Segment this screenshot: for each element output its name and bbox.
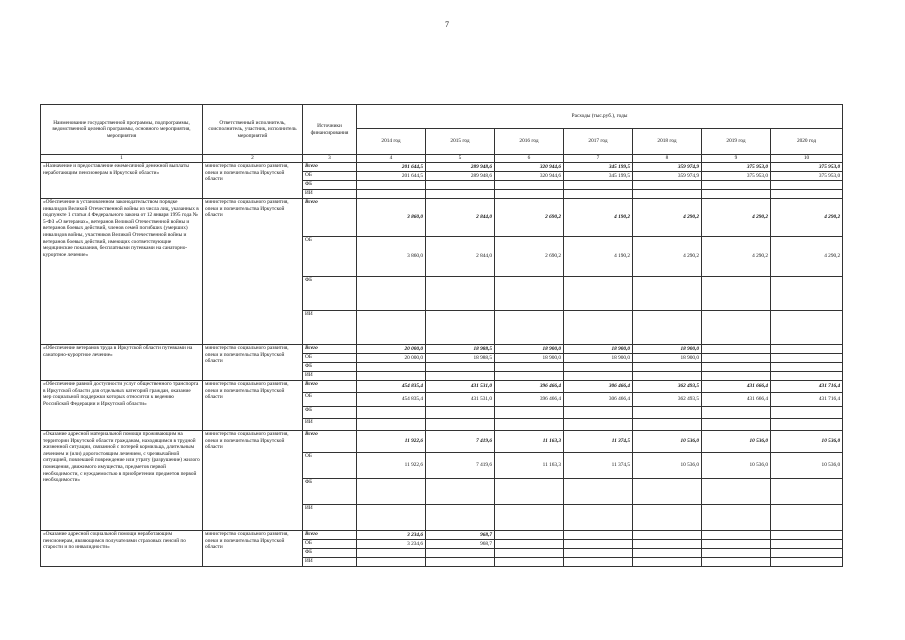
regional-budget-value: 20 000,0 xyxy=(357,354,426,363)
total-value: 11 163,3 xyxy=(495,431,564,453)
funding-source: ИИ xyxy=(303,558,357,567)
empty-value xyxy=(633,479,702,505)
total-value: 18 988,5 xyxy=(426,345,495,354)
total-value: 201 644,5 xyxy=(357,163,426,172)
empty-value xyxy=(564,558,633,567)
empty-value xyxy=(426,190,495,199)
total-value: 289 948,6 xyxy=(426,163,495,172)
empty-value xyxy=(426,407,495,419)
total-value: 306 466,4 xyxy=(564,381,633,393)
column-number: 9 xyxy=(702,155,771,163)
empty-value xyxy=(564,407,633,419)
total-value: 7 419,6 xyxy=(426,431,495,453)
empty-value xyxy=(357,558,426,567)
empty-value xyxy=(426,181,495,190)
column-number: 5 xyxy=(426,155,495,163)
funding-source: ФБ xyxy=(303,407,357,419)
regional-budget-value: 10 536,0 xyxy=(702,453,771,479)
funding-source: ОБ xyxy=(303,354,357,363)
regional-budget-value: 10 536,0 xyxy=(771,453,843,479)
regional-budget-value: 289 948,6 xyxy=(426,172,495,181)
empty-value xyxy=(702,505,771,531)
empty-value xyxy=(771,505,843,531)
empty-value xyxy=(564,311,633,345)
total-value: 3 234,6 xyxy=(357,531,426,540)
total-value: 345 199,5 xyxy=(564,163,633,172)
funding-source: ОБ xyxy=(303,237,357,277)
empty-value xyxy=(495,479,564,505)
empty-value xyxy=(771,479,843,505)
funding-source: ИИ xyxy=(303,372,357,381)
regional-budget-value: 396 466,4 xyxy=(495,393,564,407)
empty-value xyxy=(633,363,702,372)
activity-executor: министерство социального развития, опеки и попечительства Иркутской области xyxy=(203,163,303,199)
regional-budget-value: 375 953,0 xyxy=(771,172,843,181)
empty-value xyxy=(426,277,495,311)
funding-source: ОБ xyxy=(303,453,357,479)
empty-value xyxy=(633,311,702,345)
funding-source: ИИ xyxy=(303,505,357,531)
empty-value xyxy=(426,479,495,505)
page-number: 7 xyxy=(445,20,449,29)
total-value: 968,7 xyxy=(426,531,495,540)
total-value xyxy=(702,531,771,540)
funding-source: ОБ xyxy=(303,172,357,181)
empty-value xyxy=(633,181,702,190)
activity-executor: министерство социального развития, опеки и попечительства Иркутской области xyxy=(203,531,303,567)
total-value: 4 290,2 xyxy=(771,199,843,237)
empty-value xyxy=(771,407,843,419)
total-value: 454 835,4 xyxy=(357,381,426,393)
empty-value xyxy=(702,311,771,345)
regional-budget-value xyxy=(702,354,771,363)
empty-value xyxy=(357,277,426,311)
empty-value xyxy=(357,372,426,381)
funding-source: Всего xyxy=(303,345,357,354)
activity-name: «Оказание адресной социальной помощи неработающим пенсионерам, являющимся получателями страховых пенсий по старости и по инвалидности» xyxy=(41,531,203,567)
empty-value xyxy=(495,505,564,531)
empty-value xyxy=(495,372,564,381)
total-value: 10 536,0 xyxy=(771,431,843,453)
funding-source: Всего xyxy=(303,381,357,393)
total-value: 320 944,6 xyxy=(495,163,564,172)
empty-value xyxy=(702,407,771,419)
total-value: 4 290,2 xyxy=(702,199,771,237)
regional-budget-value: 345 199,5 xyxy=(564,172,633,181)
empty-value xyxy=(426,505,495,531)
regional-budget-value: 11 163,3 xyxy=(495,453,564,479)
regional-budget-value: 11 922,6 xyxy=(357,453,426,479)
activity-executor: министерство социального развития, опеки и попечительства Иркутской области xyxy=(203,431,303,531)
regional-budget-value xyxy=(633,540,702,549)
empty-value xyxy=(771,372,843,381)
total-value: 20 000,0 xyxy=(357,345,426,354)
regional-budget-value: 968,7 xyxy=(426,540,495,549)
table-row xyxy=(41,345,843,354)
regional-budget-value: 375 953,0 xyxy=(702,172,771,181)
total-value xyxy=(702,345,771,354)
funding-source: ФБ xyxy=(303,363,357,372)
empty-value xyxy=(495,558,564,567)
empty-value xyxy=(633,558,702,567)
column-number: 8 xyxy=(633,155,702,163)
empty-value xyxy=(633,419,702,431)
funding-source: ФБ xyxy=(303,181,357,190)
header-expenses: Расходы (тыс.руб.), годы xyxy=(357,105,843,129)
total-value: 18 900,0 xyxy=(633,345,702,354)
empty-value xyxy=(771,549,843,558)
empty-value xyxy=(771,277,843,311)
total-value: 375 953,0 xyxy=(702,163,771,172)
total-value xyxy=(771,531,843,540)
total-value: 431 531,0 xyxy=(426,381,495,393)
empty-value xyxy=(426,363,495,372)
funding-source: Всего xyxy=(303,531,357,540)
regional-budget-value: 18 900,0 xyxy=(564,354,633,363)
funding-source: ИИ xyxy=(303,311,357,345)
total-value: 4 290,2 xyxy=(633,199,702,237)
empty-value xyxy=(357,363,426,372)
empty-value xyxy=(633,190,702,199)
regional-budget-value: 4 190,2 xyxy=(564,237,633,277)
regional-budget-value: 10 536,0 xyxy=(633,453,702,479)
total-value: 362 493,5 xyxy=(633,381,702,393)
empty-value xyxy=(702,549,771,558)
empty-value xyxy=(495,311,564,345)
empty-value xyxy=(633,505,702,531)
empty-value xyxy=(495,363,564,372)
activity-name: «Назначение и предоставление ежемесячной денежной выплаты неработающим пенсионерам в Иркутской области» xyxy=(41,163,203,199)
empty-value xyxy=(702,479,771,505)
regional-budget-value: 4 290,2 xyxy=(633,237,702,277)
funding-source: ОБ xyxy=(303,540,357,549)
total-value xyxy=(633,531,702,540)
empty-value xyxy=(702,181,771,190)
empty-value xyxy=(633,549,702,558)
empty-value xyxy=(357,419,426,431)
regional-budget-value: 359 974,9 xyxy=(633,172,702,181)
empty-value xyxy=(357,181,426,190)
empty-value xyxy=(564,190,633,199)
empty-value xyxy=(702,190,771,199)
table-row xyxy=(41,431,843,453)
empty-value xyxy=(702,372,771,381)
regional-budget-value: 3 860,0 xyxy=(357,237,426,277)
regional-budget-value: 18 988,5 xyxy=(426,354,495,363)
total-value: 431 666,4 xyxy=(702,381,771,393)
regional-budget-value: 431 666,4 xyxy=(702,393,771,407)
total-value: 10 536,0 xyxy=(702,431,771,453)
regional-budget-value: 7 419,6 xyxy=(426,453,495,479)
empty-value xyxy=(495,549,564,558)
regional-budget-value: 2 690,2 xyxy=(495,237,564,277)
empty-value xyxy=(771,558,843,567)
total-value: 2 690,2 xyxy=(495,199,564,237)
column-number: 4 xyxy=(357,155,426,163)
regional-budget-value: 201 644,5 xyxy=(357,172,426,181)
expenses-table xyxy=(40,104,843,567)
regional-budget-value xyxy=(495,540,564,549)
empty-value xyxy=(426,372,495,381)
empty-value xyxy=(357,505,426,531)
empty-value xyxy=(357,190,426,199)
regional-budget-value: 431 716,4 xyxy=(771,393,843,407)
empty-value xyxy=(564,277,633,311)
column-number: 7 xyxy=(564,155,633,163)
funding-source: Всего xyxy=(303,163,357,172)
header-program: Наименование государственной программы, подпрограммы, ведомственной целевой программы, основного мероприятия, мероприятия xyxy=(41,105,203,155)
activity-name: «Оказание адресной материальной помощи проживающим на территории Иркутской области гражданам, находящимся в трудной жизненной ситуации, связанной с потерей кормильца, длительным лечением и (или) дорогостоящим лечением, с чрезвычайной ситуацией, повлекшей повреждение или утрату (разрушение) жилого помещения, движимого имущества, предметов первой необходимости, с нуждаемостью в приобретении предметов первой необходимости» xyxy=(41,431,203,531)
empty-value xyxy=(633,277,702,311)
header-year: 2015 год xyxy=(426,129,495,155)
total-value: 11 374,5 xyxy=(564,431,633,453)
funding-source: ФБ xyxy=(303,549,357,558)
empty-value xyxy=(771,181,843,190)
regional-budget-value xyxy=(771,540,843,549)
column-number: 1 xyxy=(41,155,203,163)
empty-value xyxy=(495,419,564,431)
regional-budget-value: 4 290,2 xyxy=(702,237,771,277)
empty-value xyxy=(426,311,495,345)
header-year: 2016 год xyxy=(495,129,564,155)
empty-value xyxy=(633,372,702,381)
activity-name: «Обеспечение в установленном законодательством порядке инвалидов Великой Отечественной войны из числа лиц, указанных в подпункте 1 статьи 4 Федерального закона от 12 января 1995 года № 5-ФЗ «О ветеранах», ветеранов Великой Отечественной войны и ветеранов боевых действий, членов семей погибших (умерших) инвалидов войны, участников Великой Отечественной войны и ветеранов боевых действий, имеющих соответствующие медицинские показания, бесплатными путевками на санаторно-курортное лечение» xyxy=(41,199,203,345)
total-value: 396 466,4 xyxy=(495,381,564,393)
header-year: 2019 год xyxy=(702,129,771,155)
table-row xyxy=(41,381,843,393)
regional-budget-value: 454 835,4 xyxy=(357,393,426,407)
funding-source: ФБ xyxy=(303,277,357,311)
header-year: 2017 год xyxy=(564,129,633,155)
regional-budget-value: 18 900,0 xyxy=(633,354,702,363)
empty-value xyxy=(564,363,633,372)
total-value: 18 900,0 xyxy=(495,345,564,354)
regional-budget-value: 4 290,2 xyxy=(771,237,843,277)
empty-value xyxy=(495,407,564,419)
activity-executor: министерство социального развития, опеки и попечительства Иркутской области xyxy=(203,381,303,431)
total-value: 18 900,0 xyxy=(564,345,633,354)
empty-value xyxy=(564,181,633,190)
empty-value xyxy=(564,479,633,505)
total-value xyxy=(564,531,633,540)
funding-source: Всего xyxy=(303,199,357,237)
empty-value xyxy=(633,407,702,419)
regional-budget-value xyxy=(564,540,633,549)
header-year: 2020 год xyxy=(771,129,843,155)
regional-budget-value: 3 234,6 xyxy=(357,540,426,549)
column-number: 3 xyxy=(303,155,357,163)
empty-value xyxy=(564,372,633,381)
funding-source: ОБ xyxy=(303,393,357,407)
total-value xyxy=(771,345,843,354)
regional-budget-value: 362 493,5 xyxy=(633,393,702,407)
regional-budget-value: 18 900,0 xyxy=(495,354,564,363)
table-row xyxy=(41,531,843,540)
empty-value xyxy=(357,549,426,558)
empty-value xyxy=(702,363,771,372)
empty-value xyxy=(771,190,843,199)
empty-value xyxy=(426,558,495,567)
funding-source: ФБ xyxy=(303,479,357,505)
column-number: 10 xyxy=(771,155,843,163)
funding-source: Всего xyxy=(303,431,357,453)
column-number: 2 xyxy=(203,155,303,163)
table-body xyxy=(41,163,843,567)
empty-value xyxy=(495,181,564,190)
total-value: 11 922,6 xyxy=(357,431,426,453)
total-value: 3 860,0 xyxy=(357,199,426,237)
empty-value xyxy=(357,407,426,419)
empty-value xyxy=(771,363,843,372)
empty-value xyxy=(564,505,633,531)
activity-name: «Обеспечение ветеранов труда в Иркутской области путевками на санаторно-курортное лечение» xyxy=(41,345,203,381)
empty-value xyxy=(771,419,843,431)
regional-budget-value: 431 531,0 xyxy=(426,393,495,407)
header-year: 2014 год xyxy=(357,129,426,155)
activity-executor: министерство социального развития, опеки и попечительства Иркутской области xyxy=(203,345,303,381)
activity-name: «Обеспечение равной доступности услуг общественного транспорта в Иркутской области для отдельных категорий граждан, оказание мер социальной поддержки которых относится к ведению Российской Федерации и Иркутской области» xyxy=(41,381,203,431)
empty-value xyxy=(702,277,771,311)
total-value: 431 716,4 xyxy=(771,381,843,393)
table-row xyxy=(41,199,843,237)
empty-value xyxy=(357,479,426,505)
empty-value xyxy=(702,419,771,431)
empty-value xyxy=(495,190,564,199)
total-value xyxy=(495,531,564,540)
total-value: 359 974,9 xyxy=(633,163,702,172)
header-year: 2018 год xyxy=(633,129,702,155)
empty-value xyxy=(426,549,495,558)
header-source: Источники финансирования xyxy=(303,105,357,155)
table-row xyxy=(41,163,843,172)
total-value: 2 844,0 xyxy=(426,199,495,237)
regional-budget-value: 320 944,6 xyxy=(495,172,564,181)
column-number: 6 xyxy=(495,155,564,163)
funding-source: ИИ xyxy=(303,190,357,199)
regional-budget-value: 11 374,5 xyxy=(564,453,633,479)
total-value: 10 536,0 xyxy=(633,431,702,453)
activity-executor: министерство социального развития, опеки и попечительства Иркутской области xyxy=(203,199,303,345)
empty-value xyxy=(357,311,426,345)
regional-budget-value: 306 466,4 xyxy=(564,393,633,407)
header-executor: Ответственный исполнитель, соисполнитель, участник, исполнитель мероприятий xyxy=(203,105,303,155)
funding-source: ИИ xyxy=(303,419,357,431)
regional-budget-value xyxy=(771,354,843,363)
header-numbers-row xyxy=(41,155,843,163)
empty-value xyxy=(495,277,564,311)
empty-value xyxy=(564,549,633,558)
regional-budget-value xyxy=(702,540,771,549)
empty-value xyxy=(702,558,771,567)
empty-value xyxy=(771,311,843,345)
regional-budget-value: 2 844,0 xyxy=(426,237,495,277)
empty-value xyxy=(426,419,495,431)
total-value: 375 953,0 xyxy=(771,163,843,172)
empty-value xyxy=(564,419,633,431)
total-value: 4 190,2 xyxy=(564,199,633,237)
